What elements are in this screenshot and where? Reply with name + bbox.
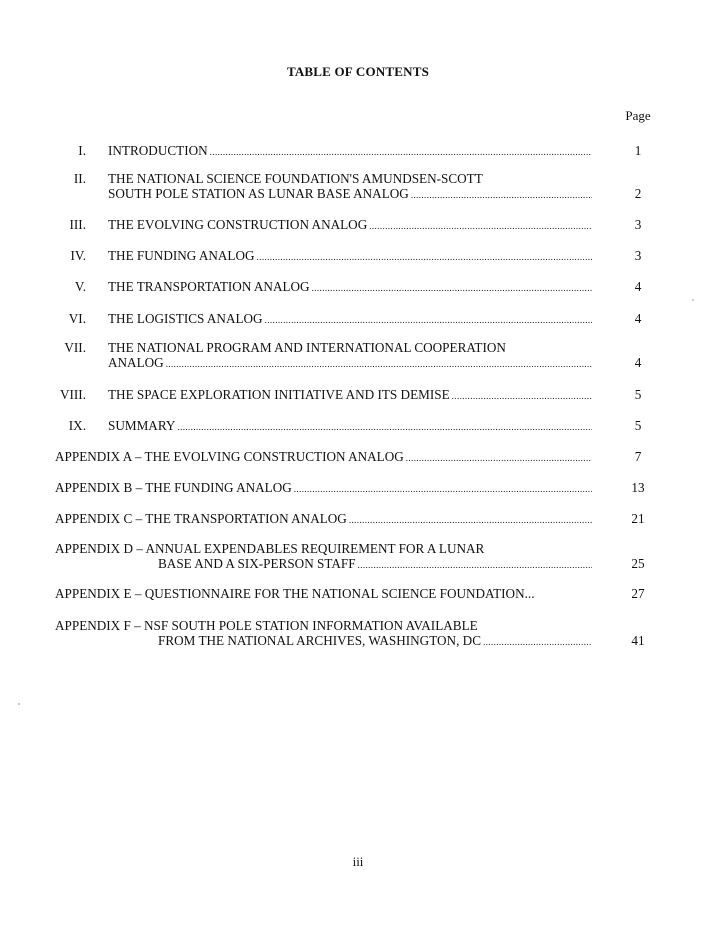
scan-speck xyxy=(18,703,20,705)
dot-leader xyxy=(210,143,592,160)
entry-title-line: APPENDIX D – ANNUAL EXPENDABLES REQUIREMENT FOR A LUNAR xyxy=(55,541,485,556)
entry-title: THE FUNDING ANALOG xyxy=(108,248,255,263)
dot-leader xyxy=(483,633,592,650)
entry-title: APPENDIX E – QUESTIONNAIRE FOR THE NATIONAL SCIENCE FOUNDATION... xyxy=(55,586,535,601)
entry-page: 27 xyxy=(631,586,645,601)
section-number: I. xyxy=(78,143,86,158)
entry-page: 3 xyxy=(634,217,642,232)
entry-title: THE SPACE EXPLORATION INITIATIVE AND ITS DEMISE xyxy=(108,387,450,402)
entry-page: 21 xyxy=(631,511,645,526)
section-number: VII. xyxy=(64,340,86,355)
entry-page: 1 xyxy=(634,143,642,158)
entry-title: THE EVOLVING CONSTRUCTION ANALOG xyxy=(108,217,368,232)
entry-title-line: THE NATIONAL SCIENCE FOUNDATION'S AMUNDSEN-SCOTT xyxy=(108,171,483,186)
entry-page: 25 xyxy=(631,556,645,571)
section-number: III. xyxy=(69,217,86,232)
dot-leader xyxy=(452,387,592,404)
entry-page: 5 xyxy=(634,387,642,402)
entry-page: 2 xyxy=(634,186,642,201)
entry-page: 3 xyxy=(634,248,642,263)
dot-leader xyxy=(411,186,592,203)
dot-leader xyxy=(294,480,592,497)
dot-leader xyxy=(406,449,592,466)
entry-title: SUMMARY xyxy=(108,418,176,433)
entry-title: APPENDIX C – THE TRANSPORTATION ANALOG xyxy=(55,511,347,526)
section-number: II. xyxy=(73,171,86,186)
dot-leader xyxy=(349,511,592,528)
entry-page: 7 xyxy=(634,449,642,464)
entry-title-line: APPENDIX F – NSF SOUTH POLE STATION INFORMATION AVAILABLE xyxy=(55,618,478,633)
dot-leader xyxy=(358,556,592,573)
entry-title: APPENDIX B – THE FUNDING ANALOG xyxy=(55,480,292,495)
entry-title: INTRODUCTION xyxy=(108,143,208,158)
dot-leader xyxy=(312,279,592,296)
page-title: TABLE OF CONTENTS xyxy=(286,64,430,79)
section-number: IX. xyxy=(68,418,86,433)
section-number: IV. xyxy=(70,248,86,263)
entry-title-line: BASE AND A SIX-PERSON STAFF xyxy=(158,556,356,571)
scan-speck xyxy=(692,299,694,301)
entry-page: 41 xyxy=(631,633,645,648)
dot-leader xyxy=(369,217,592,234)
dot-leader xyxy=(166,355,592,372)
entry-page: 4 xyxy=(634,355,642,370)
section-number: VIII. xyxy=(60,387,86,402)
dot-leader xyxy=(177,418,592,435)
section-number: VI. xyxy=(68,311,86,326)
dot-leader xyxy=(265,311,592,328)
entry-title-line: THE NATIONAL PROGRAM AND INTERNATIONAL COOPERATION xyxy=(108,340,506,355)
entry-title: THE TRANSPORTATION ANALOG xyxy=(108,279,310,294)
page-number: iii xyxy=(352,854,364,869)
entry-page: 4 xyxy=(634,311,642,326)
entry-title: APPENDIX A – THE EVOLVING CONSTRUCTION ANALOG xyxy=(55,449,404,464)
dot-leader xyxy=(257,248,592,265)
entry-title-line: SOUTH POLE STATION AS LUNAR BASE ANALOG xyxy=(108,186,409,201)
entry-title-line: FROM THE NATIONAL ARCHIVES, WASHINGTON, DC xyxy=(158,633,481,648)
entry-title: THE LOGISTICS ANALOG xyxy=(108,311,263,326)
entry-page: 5 xyxy=(634,418,642,433)
entry-page: 13 xyxy=(631,480,645,495)
entry-title-line: ANALOG xyxy=(108,355,164,370)
page-column-header: Page xyxy=(625,108,651,123)
entry-page: 4 xyxy=(634,279,642,294)
section-number: V. xyxy=(74,279,86,294)
